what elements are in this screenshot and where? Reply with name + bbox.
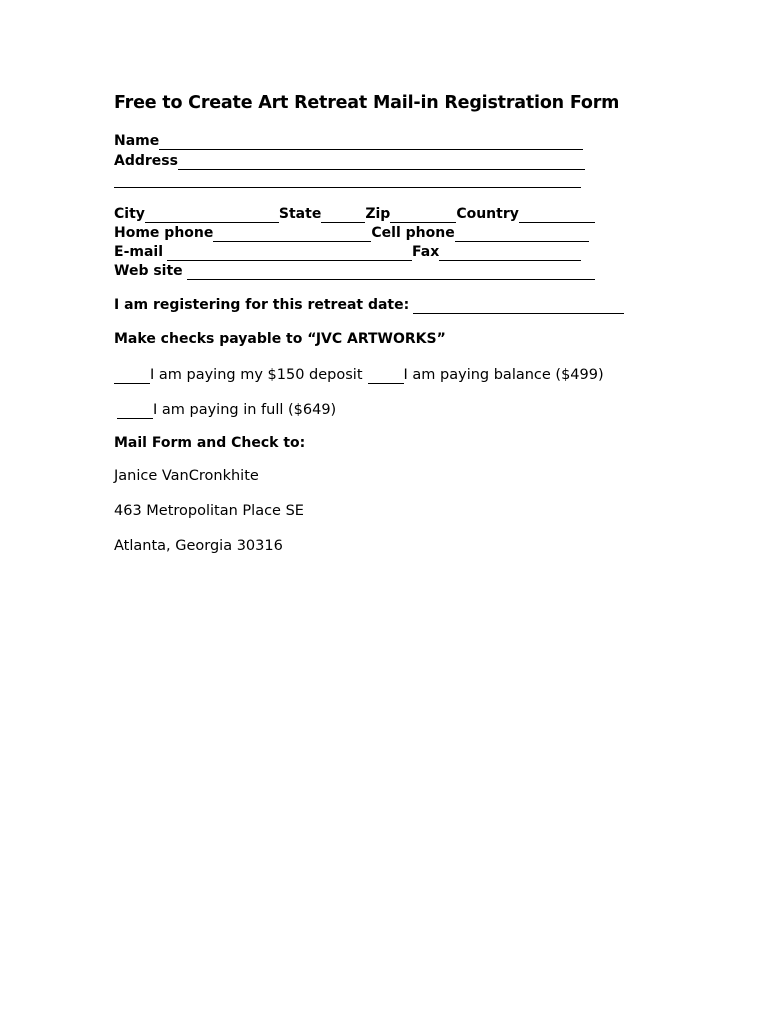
address-label: Address [114,153,178,169]
checks-payable-text: Make checks payable to “JVC ARTWORKS” [114,331,446,347]
name-field[interactable] [159,133,583,150]
address-line-2-field[interactable] [114,171,581,188]
mail-recipient-name: Janice VanCronkhite [114,468,259,484]
deposit-checkbox-blank[interactable] [114,367,150,384]
retreat-date-row [114,294,624,314]
balance-label: I am paying balance ($499) [403,367,604,383]
email-label: E-mail [114,244,164,260]
full-payment-checkbox-blank[interactable] [117,402,153,419]
retreat-date-label: I am registering for this retreat date: [114,297,410,313]
web-site-label: Web site [114,263,183,279]
fax-label: Fax [412,244,440,260]
address-line-2-row [114,168,581,188]
city-state-zip-row [114,203,595,223]
email-field[interactable] [167,244,412,261]
zip-field[interactable] [390,206,456,223]
home-phone-label: Home phone [114,225,214,241]
cell-phone-field[interactable] [455,225,589,242]
address-row [114,150,585,170]
state-field[interactable] [321,206,365,223]
name-label: Name [114,133,160,149]
payment-full-row [117,399,336,419]
email-fax-row [114,241,581,261]
state-label: State [278,206,322,222]
name-row [114,130,583,150]
retreat-date-field[interactable] [413,297,624,314]
web-site-field[interactable] [187,263,595,280]
payment-options-row [114,364,604,384]
form-title: Free to Create Art Retreat Mail-in Registration Form [114,93,620,113]
full-payment-label: I am paying in full ($649) [153,402,337,418]
country-label: Country [456,206,519,222]
deposit-label: I am paying my $150 deposit [150,367,363,383]
city-label: City [114,206,145,222]
country-field[interactable] [519,206,595,223]
balance-checkbox-blank[interactable] [368,367,404,384]
mail-city-state-zip: Atlanta, Georgia 30316 [114,538,283,554]
mail-street: 463 Metropolitan Place SE [114,503,304,519]
city-field[interactable] [145,206,279,223]
web-site-row [114,260,595,280]
mail-heading: Mail Form and Check to: [114,435,306,451]
zip-label: Zip [365,206,391,222]
cell-phone-label: Cell phone [371,225,455,241]
fax-field[interactable] [439,244,581,261]
phone-row [114,222,589,242]
home-phone-field[interactable] [213,225,371,242]
